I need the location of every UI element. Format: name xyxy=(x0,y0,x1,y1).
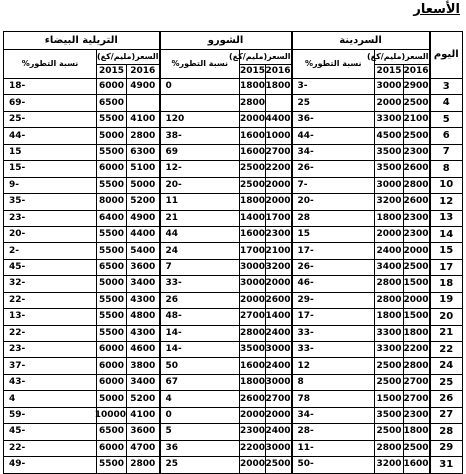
day-cell: 13 xyxy=(430,210,463,226)
day-cell: 22 xyxy=(430,342,463,358)
table-row xyxy=(4,358,463,374)
day-cell: 18 xyxy=(430,276,463,292)
sardine-price-2016-cell: 2700 xyxy=(404,391,430,407)
chourou-change-cell: 5 xyxy=(160,424,240,440)
white-trilia-price-2015-cell: 6000 xyxy=(97,374,127,390)
chourou-price-2016-cell: 2400 xyxy=(266,358,292,374)
price-header-sardine: السعر(مليم/كغ) xyxy=(375,50,430,65)
chourou-change-cell: 0 xyxy=(160,79,240,95)
year-header-2016-chourou: 2016 xyxy=(266,65,292,79)
sardine-price-2016-cell: 2500 xyxy=(404,95,430,111)
table-row xyxy=(4,243,463,259)
table-body xyxy=(4,79,463,474)
chourou-price-2016-cell: 2700 xyxy=(266,144,292,160)
table-row xyxy=(4,144,463,160)
white-trilia-price-2016-cell: 5000 xyxy=(127,177,160,193)
sardine-change-cell: 50- xyxy=(292,457,375,473)
white-trilia-price-2015-cell: 5500 xyxy=(97,177,127,193)
sardine-change-cell: 28 xyxy=(292,210,375,226)
sardine-change-cell: 78 xyxy=(292,391,375,407)
white-trilia-price-2016-cell: 4100 xyxy=(127,407,160,423)
chourou-change-cell: 67 xyxy=(160,374,240,390)
sardine-price-2016-cell: 2100 xyxy=(404,111,430,127)
white-trilia-price-2015-cell: 5500 xyxy=(97,111,127,127)
sardine-change-cell: 12 xyxy=(292,358,375,374)
sardine-price-2016-cell: 1500 xyxy=(404,309,430,325)
sardine-price-2016-cell: 2800 xyxy=(404,358,430,374)
white-trilia-price-2016-cell: 3400 xyxy=(127,374,160,390)
sardine-price-2015-cell: 1800 xyxy=(375,210,404,226)
white-trilia-change-cell: 4 xyxy=(4,391,97,407)
white-trilia-change-cell: 15 xyxy=(4,144,97,160)
white-trilia-price-2015-cell: 5500 xyxy=(97,325,127,341)
day-cell: 14 xyxy=(430,226,463,242)
table-row xyxy=(4,79,463,95)
chourou-price-2015-cell: 2500 xyxy=(240,177,266,193)
white-trilia-price-2016-cell: 5100 xyxy=(127,161,160,177)
change-header-chourou: نسبة التطور% xyxy=(160,50,240,79)
sardine-price-2016-cell: 2600 xyxy=(404,161,430,177)
chourou-price-2015-cell: 1700 xyxy=(240,243,266,259)
table-row xyxy=(4,292,463,308)
sardine-price-2015-cell: 3300 xyxy=(375,325,404,341)
chourou-change-cell: 7 xyxy=(160,259,240,275)
price-header-chourou: السعر(مليم/كغ) xyxy=(240,50,292,65)
sardine-price-2015-cell: 3000 xyxy=(375,79,404,95)
chourou-price-2015-cell: 3000 xyxy=(240,259,266,275)
chourou-change-cell: 0 xyxy=(160,407,240,423)
chourou-price-2015-cell: 2200 xyxy=(240,440,266,456)
day-cell: 5 xyxy=(430,111,463,127)
sardine-price-2015-cell: 2800 xyxy=(375,292,404,308)
white-trilia-change-cell: 9- xyxy=(4,177,97,193)
sardine-price-2015-cell: 1800 xyxy=(375,309,404,325)
white-trilia-price-2015-cell: 6500 xyxy=(97,424,127,440)
day-cell: 4 xyxy=(430,95,463,111)
day-cell: 27 xyxy=(430,407,463,423)
table-row xyxy=(4,374,463,390)
chourou-price-2016-cell: 2600 xyxy=(266,292,292,308)
table-row xyxy=(4,309,463,325)
table-row xyxy=(4,440,463,456)
chourou-price-2016-cell: 2000 xyxy=(266,276,292,292)
table-row xyxy=(4,457,463,473)
chourou-price-2015-cell: 2300 xyxy=(240,424,266,440)
white-trilia-change-cell: 20- xyxy=(4,226,97,242)
sardine-price-2016-cell: 2300 xyxy=(404,407,430,423)
sardine-price-2015-cell: 2800 xyxy=(375,440,404,456)
white-trilia-price-2016-cell: 6300 xyxy=(127,144,160,160)
sardine-change-cell: 44- xyxy=(292,128,375,144)
chourou-change-cell: 25 xyxy=(160,457,240,473)
chourou-change-cell: 14- xyxy=(160,325,240,341)
chourou-price-2016-cell: 3200 xyxy=(266,259,292,275)
chourou-change-cell: 44 xyxy=(160,226,240,242)
prices-table xyxy=(3,31,463,474)
sardine-price-2016-cell: 2200 xyxy=(404,342,430,358)
white-trilia-price-2016-cell: 5200 xyxy=(127,391,160,407)
chourou-change-cell: 120 xyxy=(160,111,240,127)
chourou-price-2015-cell: 2000 xyxy=(240,292,266,308)
sardine-change-cell: 33- xyxy=(292,342,375,358)
year-header-2016-sardine: 2016 xyxy=(404,65,430,79)
sardine-change-cell: 15 xyxy=(292,226,375,242)
chourou-price-2015-cell: 1800 xyxy=(240,374,266,390)
sardine-change-cell: 8 xyxy=(292,374,375,390)
white-trilia-change-cell: 59- xyxy=(4,407,97,423)
day-cell: 8 xyxy=(430,161,463,177)
chourou-price-2016-cell: 1000 xyxy=(266,128,292,144)
day-cell: 3 xyxy=(430,79,463,95)
white-trilia-price-2016-cell: 4300 xyxy=(127,325,160,341)
sardine-price-2016-cell: 2300 xyxy=(404,144,430,160)
day-cell: 10 xyxy=(430,177,463,193)
sardine-change-cell: 26- xyxy=(292,161,375,177)
chourou-price-2015-cell: 2600 xyxy=(240,391,266,407)
sardine-price-2016-cell: 1600 xyxy=(404,457,430,473)
white-trilia-change-cell: 22- xyxy=(4,440,97,456)
day-cell: 29 xyxy=(430,440,463,456)
white-trilia-change-cell: 45- xyxy=(4,259,97,275)
sardine-change-cell: 34- xyxy=(292,144,375,160)
product-header-chourou: الشورو xyxy=(160,32,292,50)
sardine-price-2015-cell: 3200 xyxy=(375,457,404,473)
chourou-price-2016-cell: 2400 xyxy=(266,325,292,341)
sardine-price-2016-cell: 2000 xyxy=(404,292,430,308)
table-row xyxy=(4,342,463,358)
white-trilia-price-2016-cell: 4100 xyxy=(127,111,160,127)
white-trilia-price-2016-cell: 3600 xyxy=(127,424,160,440)
product-header-white-trilia: التريلية البيضاء xyxy=(4,32,160,50)
chourou-price-2016-cell: 1400 xyxy=(266,309,292,325)
sardine-price-2016-cell: 2500 xyxy=(404,128,430,144)
year-header-2015-sardine: 2015 xyxy=(375,65,404,79)
day-cell: 24 xyxy=(430,358,463,374)
chourou-price-2015-cell: 1600 xyxy=(240,226,266,242)
sardine-price-2015-cell: 2800 xyxy=(375,276,404,292)
white-trilia-change-cell: 15- xyxy=(4,161,97,177)
white-trilia-price-2015-cell: 5500 xyxy=(97,309,127,325)
white-trilia-price-2016-cell: 5200 xyxy=(127,194,160,210)
sardine-change-cell: 33- xyxy=(292,325,375,341)
year-header-2016-white-trilia: 2016 xyxy=(127,65,160,79)
sardine-change-cell: 25 xyxy=(292,95,375,111)
sardine-price-2015-cell: 3300 xyxy=(375,342,404,358)
sardine-change-cell: 36- xyxy=(292,111,375,127)
chourou-price-2016-cell: 2000 xyxy=(266,194,292,210)
chourou-change-cell: 38- xyxy=(160,128,240,144)
sardine-price-2015-cell: 3500 xyxy=(375,407,404,423)
table-row xyxy=(4,210,463,226)
chourou-change-cell: 69 xyxy=(160,144,240,160)
price-header-white-trilia: السعر(مليم/كغ) xyxy=(97,50,160,65)
sardine-price-2016-cell: 1800 xyxy=(404,424,430,440)
day-cell: 19 xyxy=(430,292,463,308)
sardine-price-2016-cell: 2500 xyxy=(404,440,430,456)
white-trilia-change-cell: 43- xyxy=(4,374,97,390)
white-trilia-price-2016-cell: 2800 xyxy=(127,128,160,144)
white-trilia-price-2015-cell: 10000 xyxy=(97,407,127,423)
day-cell: 26 xyxy=(430,391,463,407)
table-row xyxy=(4,259,463,275)
white-trilia-price-2015-cell: 6000 xyxy=(97,440,127,456)
white-trilia-price-2015-cell: 6000 xyxy=(97,161,127,177)
white-trilia-change-cell: 23- xyxy=(4,210,97,226)
table-row xyxy=(4,226,463,242)
chourou-price-2016-cell: 2000 xyxy=(266,177,292,193)
white-trilia-change-cell: 22- xyxy=(4,292,97,308)
sardine-price-2016-cell: 2300 xyxy=(404,226,430,242)
white-trilia-price-2015-cell: 5500 xyxy=(97,226,127,242)
white-trilia-price-2016-cell: 5400 xyxy=(127,243,160,259)
white-trilia-price-2016-cell: 4700 xyxy=(127,440,160,456)
day-cell: 12 xyxy=(430,194,463,210)
white-trilia-price-2016-cell xyxy=(127,95,160,111)
chourou-price-2016-cell: 3000 xyxy=(266,440,292,456)
table-row xyxy=(4,95,463,111)
product-header-sardine: السردينة xyxy=(292,32,430,50)
table-row xyxy=(4,276,463,292)
chourou-price-2016-cell: 1700 xyxy=(266,210,292,226)
sardine-price-2015-cell: 4500 xyxy=(375,128,404,144)
year-header-2015-white-trilia: 2015 xyxy=(97,65,127,79)
white-trilia-change-cell: 13- xyxy=(4,309,97,325)
chourou-change-cell: 33- xyxy=(160,276,240,292)
white-trilia-price-2016-cell: 4900 xyxy=(127,210,160,226)
chourou-price-2015-cell: 1600 xyxy=(240,358,266,374)
white-trilia-price-2015-cell: 5500 xyxy=(97,243,127,259)
white-trilia-change-cell: 22- xyxy=(4,325,97,341)
table-row xyxy=(4,128,463,144)
day-cell: 6 xyxy=(430,128,463,144)
chourou-price-2016-cell: 2400 xyxy=(266,424,292,440)
table-row xyxy=(4,424,463,440)
table-row xyxy=(4,194,463,210)
white-trilia-change-cell: 49- xyxy=(4,457,97,473)
chourou-price-2016-cell: 2000 xyxy=(266,407,292,423)
sardine-price-2016-cell: 2900 xyxy=(404,79,430,95)
sardine-price-2015-cell: 3500 xyxy=(375,144,404,160)
chourou-change-cell xyxy=(160,95,240,111)
chourou-price-2016-cell: 2100 xyxy=(266,243,292,259)
sardine-price-2016-cell: 2000 xyxy=(404,243,430,259)
chourou-change-cell: 24 xyxy=(160,243,240,259)
page-title: الأسعار xyxy=(413,2,460,17)
chourou-price-2015-cell: 1600 xyxy=(240,144,266,160)
year-header-2015-chourou: 2015 xyxy=(240,65,266,79)
white-trilia-change-cell: 25- xyxy=(4,111,97,127)
chourou-change-cell: 20- xyxy=(160,177,240,193)
white-trilia-price-2015-cell: 5500 xyxy=(97,144,127,160)
white-trilia-price-2015-cell: 5500 xyxy=(97,292,127,308)
chourou-change-cell: 14- xyxy=(160,342,240,358)
chourou-price-2016-cell xyxy=(266,95,292,111)
chourou-price-2015-cell: 3000 xyxy=(240,276,266,292)
white-trilia-change-cell: 18- xyxy=(4,79,97,95)
sardine-price-2015-cell: 2000 xyxy=(375,226,404,242)
sardine-price-2015-cell: 3500 xyxy=(375,161,404,177)
white-trilia-price-2016-cell: 4600 xyxy=(127,342,160,358)
sardine-price-2015-cell: 2000 xyxy=(375,95,404,111)
white-trilia-change-cell: 2- xyxy=(4,243,97,259)
chourou-price-2015-cell: 2800 xyxy=(240,95,266,111)
chourou-price-2015-cell: 2000 xyxy=(240,457,266,473)
table-row xyxy=(4,111,463,127)
sardine-price-2016-cell: 2700 xyxy=(404,374,430,390)
sardine-price-2015-cell: 2500 xyxy=(375,424,404,440)
sardine-price-2015-cell: 3300 xyxy=(375,111,404,127)
white-trilia-price-2015-cell: 6500 xyxy=(97,95,127,111)
white-trilia-price-2016-cell: 4800 xyxy=(127,309,160,325)
chourou-change-cell: 4 xyxy=(160,391,240,407)
day-cell: 20 xyxy=(430,309,463,325)
sardine-change-cell: 11- xyxy=(292,440,375,456)
sardine-change-cell: 20- xyxy=(292,194,375,210)
sardine-change-cell: 46- xyxy=(292,276,375,292)
sardine-change-cell: 7- xyxy=(292,177,375,193)
sardine-price-2016-cell: 2500 xyxy=(404,259,430,275)
sardine-price-2015-cell: 3200 xyxy=(375,194,404,210)
chourou-change-cell: 26 xyxy=(160,292,240,308)
chourou-change-cell: 36 xyxy=(160,440,240,456)
white-trilia-price-2016-cell: 2800 xyxy=(127,457,160,473)
sardine-price-2015-cell: 2500 xyxy=(375,358,404,374)
change-header-white-trilia: نسبة التطور% xyxy=(4,50,97,79)
chourou-change-cell: 50 xyxy=(160,358,240,374)
chourou-price-2016-cell: 2700 xyxy=(266,391,292,407)
white-trilia-change-cell: 44- xyxy=(4,128,97,144)
sardine-price-2016-cell: 2800 xyxy=(404,177,430,193)
sardine-price-2015-cell: 3000 xyxy=(375,177,404,193)
chourou-price-2016-cell: 2200 xyxy=(266,161,292,177)
chourou-change-cell: 21 xyxy=(160,210,240,226)
white-trilia-price-2016-cell: 4400 xyxy=(127,226,160,242)
table-row xyxy=(4,391,463,407)
white-trilia-price-2015-cell: 6400 xyxy=(97,210,127,226)
table-row xyxy=(4,325,463,341)
day-column-header: اليوم xyxy=(430,32,463,79)
table-row xyxy=(4,177,463,193)
chourou-price-2015-cell: 3500 xyxy=(240,342,266,358)
sardine-change-cell: 28- xyxy=(292,424,375,440)
sardine-price-2016-cell: 1500 xyxy=(404,276,430,292)
white-trilia-change-cell: 23- xyxy=(4,342,97,358)
white-trilia-price-2015-cell: 8000 xyxy=(97,194,127,210)
chourou-price-2016-cell: 3000 xyxy=(266,374,292,390)
chourou-change-cell: 12- xyxy=(160,161,240,177)
day-cell: 17 xyxy=(430,259,463,275)
white-trilia-change-cell: 69- xyxy=(4,95,97,111)
day-cell: 28 xyxy=(430,424,463,440)
day-cell: 21 xyxy=(430,325,463,341)
white-trilia-price-2015-cell: 5500 xyxy=(97,457,127,473)
table-row xyxy=(4,161,463,177)
table-row xyxy=(4,407,463,423)
white-trilia-price-2015-cell: 5000 xyxy=(97,391,127,407)
chourou-price-2015-cell: 2800 xyxy=(240,325,266,341)
chourou-change-cell: 11 xyxy=(160,194,240,210)
white-trilia-price-2015-cell: 5000 xyxy=(97,276,127,292)
chourou-price-2015-cell: 1800 xyxy=(240,194,266,210)
sardine-change-cell: 3- xyxy=(292,79,375,95)
chourou-price-2015-cell: 2500 xyxy=(240,161,266,177)
white-trilia-change-cell: 37- xyxy=(4,358,97,374)
white-trilia-change-cell: 35- xyxy=(4,194,97,210)
day-cell: 15 xyxy=(430,243,463,259)
change-header-sardine: نسبة التطور% xyxy=(292,50,375,79)
white-trilia-price-2015-cell: 6000 xyxy=(97,79,127,95)
sardine-change-cell: 26- xyxy=(292,259,375,275)
sardine-change-cell: 17- xyxy=(292,309,375,325)
chourou-price-2016-cell: 1800 xyxy=(266,79,292,95)
day-cell: 31 xyxy=(430,457,463,473)
chourou-price-2016-cell: 4400 xyxy=(266,111,292,127)
sardine-change-cell: 29- xyxy=(292,292,375,308)
sardine-price-2015-cell: 3400 xyxy=(375,259,404,275)
chourou-change-cell: 48- xyxy=(160,309,240,325)
white-trilia-price-2015-cell: 5000 xyxy=(97,128,127,144)
sardine-change-cell: 17- xyxy=(292,243,375,259)
white-trilia-change-cell: 32- xyxy=(4,276,97,292)
sardine-price-2016-cell: 2300 xyxy=(404,210,430,226)
white-trilia-price-2016-cell: 4300 xyxy=(127,292,160,308)
chourou-price-2015-cell: 1600 xyxy=(240,128,266,144)
white-trilia-price-2016-cell: 4900 xyxy=(127,79,160,95)
white-trilia-price-2015-cell: 6000 xyxy=(97,358,127,374)
day-cell: 25 xyxy=(430,374,463,390)
white-trilia-price-2016-cell: 3400 xyxy=(127,276,160,292)
white-trilia-price-2015-cell: 6500 xyxy=(97,259,127,275)
chourou-price-2016-cell: 3000 xyxy=(266,342,292,358)
day-cell: 7 xyxy=(430,144,463,160)
chourou-price-2016-cell: 2300 xyxy=(266,226,292,242)
white-trilia-price-2016-cell: 3600 xyxy=(127,259,160,275)
chourou-price-2015-cell: 2700 xyxy=(240,309,266,325)
chourou-price-2015-cell: 2000 xyxy=(240,111,266,127)
sardine-change-cell: 34- xyxy=(292,407,375,423)
sardine-price-2015-cell: 1500 xyxy=(375,391,404,407)
chourou-price-2015-cell: 1800 xyxy=(240,79,266,95)
white-trilia-price-2016-cell: 3800 xyxy=(127,358,160,374)
sardine-price-2015-cell: 2400 xyxy=(375,243,404,259)
white-trilia-price-2015-cell: 6000 xyxy=(97,342,127,358)
chourou-price-2016-cell: 2500 xyxy=(266,457,292,473)
white-trilia-change-cell: 45- xyxy=(4,424,97,440)
chourou-price-2015-cell: 1400 xyxy=(240,210,266,226)
sardine-price-2015-cell: 2500 xyxy=(375,374,404,390)
sardine-price-2016-cell: 1800 xyxy=(404,325,430,341)
chourou-price-2015-cell: 2000 xyxy=(240,407,266,423)
sardine-price-2016-cell: 2600 xyxy=(404,194,430,210)
